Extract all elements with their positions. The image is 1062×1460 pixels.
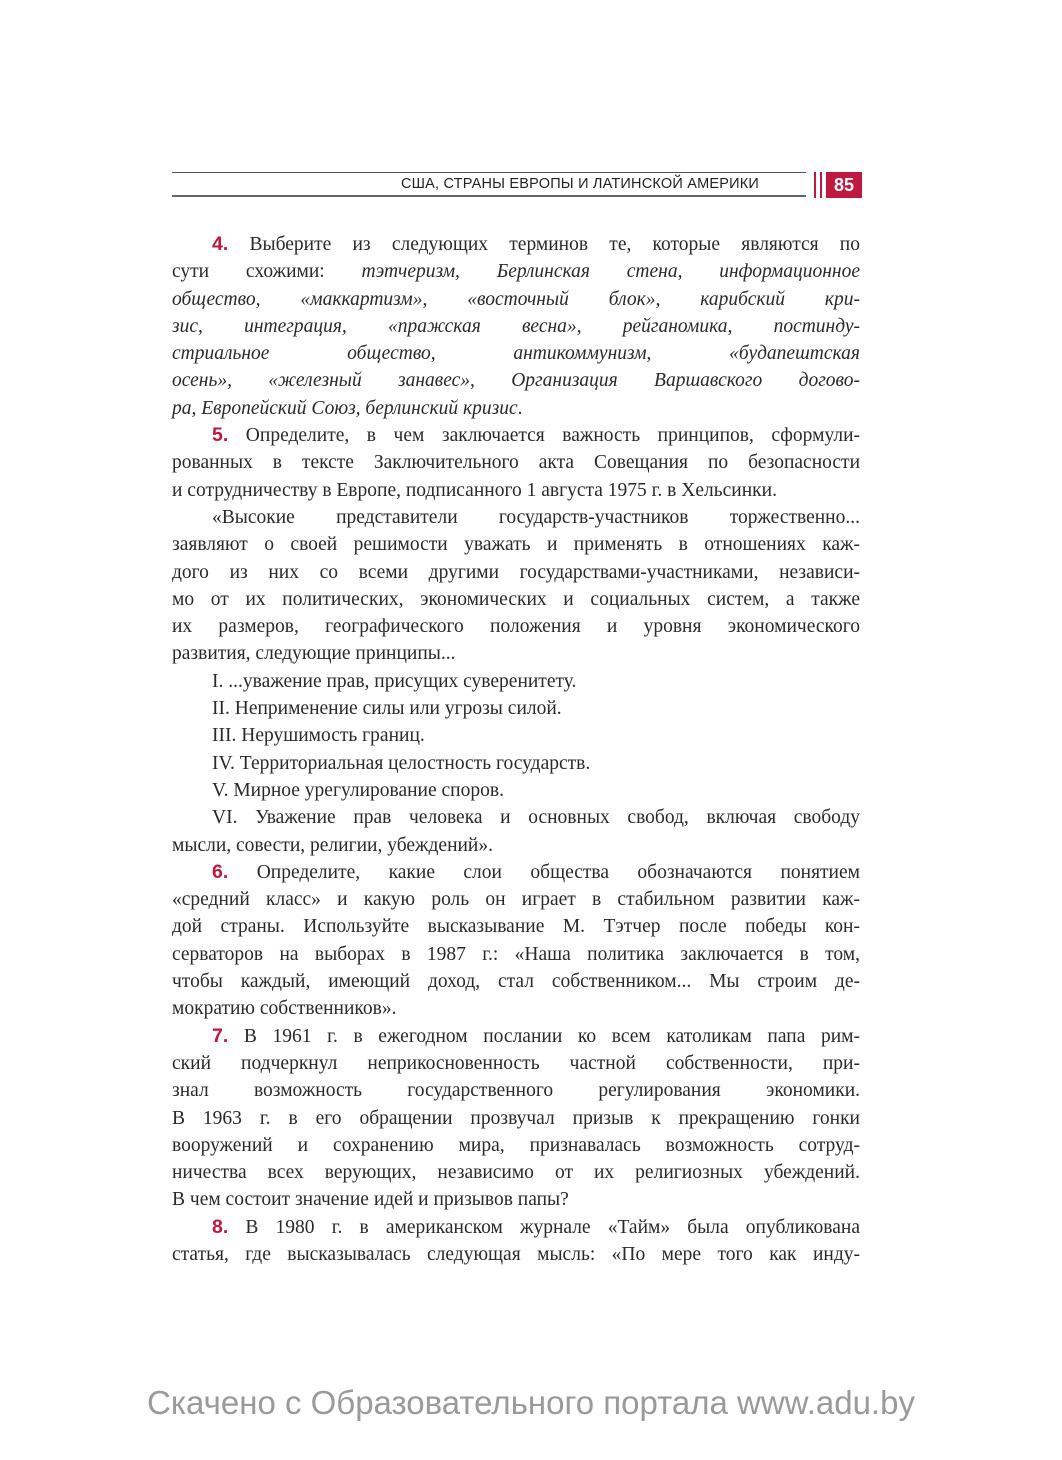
- question-number: 6.: [212, 860, 229, 883]
- text-segment: IV. Территориальная целостность государств.: [212, 752, 591, 774]
- text-segment: заявляют о своей решимости уважать и применять в отношениях каж-: [172, 534, 860, 556]
- question-number: 8.: [212, 1215, 229, 1238]
- text-line: [172, 1023, 860, 1050]
- text-segment: их размеров, географического положения и уровня экономического: [172, 616, 860, 638]
- text-segment: VI. Уважение прав человека и основных свобод, включая свободу: [212, 807, 860, 829]
- footer-watermark: Скачено с Образовательного портала www.adu.by: [147, 1384, 915, 1421]
- text-segment: статья, где высказывалась следующая мысль: «По мере того как инду-: [172, 1243, 860, 1265]
- text-line: [172, 1105, 860, 1132]
- header-decorative-bars: [814, 172, 822, 198]
- text-line: [172, 668, 860, 695]
- text-segment: знал возможность государственного регулирования экономики.: [172, 1080, 860, 1102]
- text-segment: «Высокие представители государств-участников торжественно...: [212, 506, 860, 528]
- question-number: 5.: [212, 424, 229, 447]
- text-line: [172, 886, 860, 913]
- text-line: [172, 313, 860, 340]
- text-line: [172, 477, 860, 504]
- italic-terms: тэтчеризм, Берлинская стена, информационное: [361, 261, 860, 283]
- text-line: [172, 258, 860, 285]
- page-body-text: [172, 231, 860, 1268]
- text-line: [172, 1159, 860, 1186]
- question-number: 4.: [212, 233, 229, 255]
- text-line: [172, 1186, 860, 1213]
- text-segment: ский подчеркнул неприкосновенность частной собственности, при-: [172, 1052, 860, 1074]
- text-line: [172, 941, 860, 968]
- text-segment: I. ...уважение прав, присущих суверенитету.: [212, 670, 577, 692]
- text-line: [172, 395, 860, 422]
- text-line: [172, 1077, 860, 1104]
- text-line: [172, 777, 860, 804]
- text-line: [172, 340, 860, 367]
- text-segment: серваторов на выборах в 1987 г.: «Наша политика заключается в том,: [172, 943, 860, 965]
- italic-terms: осень», «железный занавес», Организация Варшавского догово-: [172, 370, 860, 392]
- text-segment: дой страны. Используйте высказывание М. Тэтчер после победы кон-: [172, 916, 860, 938]
- italic-terms: стриальное общество, антикоммунизм, «будапештская: [172, 343, 860, 365]
- text-segment: .: [517, 397, 523, 419]
- text-line: [172, 1132, 860, 1159]
- text-line: [172, 286, 860, 313]
- header-title: США, СТРАНЫ ЕВРОПЫ И ЛАТИНСКОЙ АМЕРИКИ: [400, 176, 759, 192]
- text-line: [172, 531, 860, 558]
- header-rule-top: [172, 172, 806, 173]
- text-line: [172, 367, 860, 394]
- text-line: [172, 722, 860, 749]
- text-segment: развития, следующие принципы...: [172, 643, 456, 665]
- text-line: [172, 995, 860, 1022]
- text-segment: Определите, какие слои общества обозначаются понятием: [228, 861, 860, 883]
- text-segment: II. Неприменение силы или угрозы силой.: [212, 698, 562, 720]
- text-segment: вооружений и сохранению мира, признавалась возможность сотруд-: [172, 1134, 860, 1156]
- text-segment: дого из них со всеми другими государствами-участниками, независи-: [172, 561, 860, 583]
- text-line: [172, 695, 860, 722]
- text-line: [172, 422, 860, 449]
- text-segment: ничества всех верующих, независимо от их религиозных убеждений.: [172, 1162, 860, 1184]
- question-number: 7.: [212, 1024, 229, 1047]
- text-line: [172, 750, 860, 777]
- text-line: [172, 640, 860, 667]
- italic-terms: зис, интеграция, «пражская весна», рейганомика, постинду-: [172, 315, 860, 337]
- text-segment: и сотрудничеству в Европе, подписанного 1 августа 1975 г. в Хельсинки.: [172, 479, 777, 501]
- text-segment: рованных в тексте Заключительного акта Совещания по безопасности: [172, 452, 860, 474]
- text-segment: В чем состоит значение идей и призывов папы?: [172, 1189, 569, 1211]
- text-line: [172, 559, 860, 586]
- text-segment: «средний класс» и какую роль он играет в стабильном развитии каж-: [172, 889, 860, 911]
- text-segment: Выберите из следующих терминов те, которые являются по: [228, 234, 860, 255]
- text-segment: чтобы каждый, имеющий доход, стал собственником... Мы строим де-: [172, 971, 860, 993]
- text-line: [172, 832, 860, 859]
- italic-terms: общество, «маккартизм», «восточный блок», карибский кри-: [172, 288, 860, 310]
- text-line: [172, 586, 860, 613]
- text-line: [172, 859, 860, 886]
- text-line: [172, 504, 860, 531]
- text-line: [172, 968, 860, 995]
- italic-terms: ра, Европейский Союз, берлинский кризис: [172, 397, 518, 419]
- text-segment: мо от их политических, экономических и социальных систем, а также: [172, 588, 860, 610]
- text-line: [172, 1050, 860, 1077]
- page-number: 85: [826, 172, 862, 198]
- text-line: [172, 1241, 860, 1268]
- text-segment: В 1961 г. в ежегодном послании ко всем католикам папа рим-: [228, 1025, 860, 1047]
- text-line: [172, 913, 860, 940]
- text-segment: V. Мирное урегулирование споров.: [212, 779, 504, 801]
- text-line: [172, 449, 860, 476]
- header-rule-bottom: [172, 195, 806, 197]
- text-segment: мысли, совести, религии, убеждений».: [172, 834, 493, 856]
- text-segment: В 1963 г. в его обращении прозвучал призыв к прекращению гонки: [172, 1107, 860, 1129]
- text-line: [172, 231, 860, 258]
- text-segment: мократию собственников».: [172, 998, 397, 1020]
- text-segment: В 1980 г. в американском журнале «Тайм» была опубликована: [228, 1216, 860, 1238]
- text-segment: Определите, в чем заключается важность принципов, сформули-: [228, 425, 860, 447]
- text-line: [172, 804, 860, 831]
- text-line: [172, 613, 860, 640]
- text-segment: III. Нерушимость границ.: [212, 725, 425, 747]
- text-segment: сути схожими:: [172, 261, 362, 283]
- text-line: [172, 1214, 860, 1241]
